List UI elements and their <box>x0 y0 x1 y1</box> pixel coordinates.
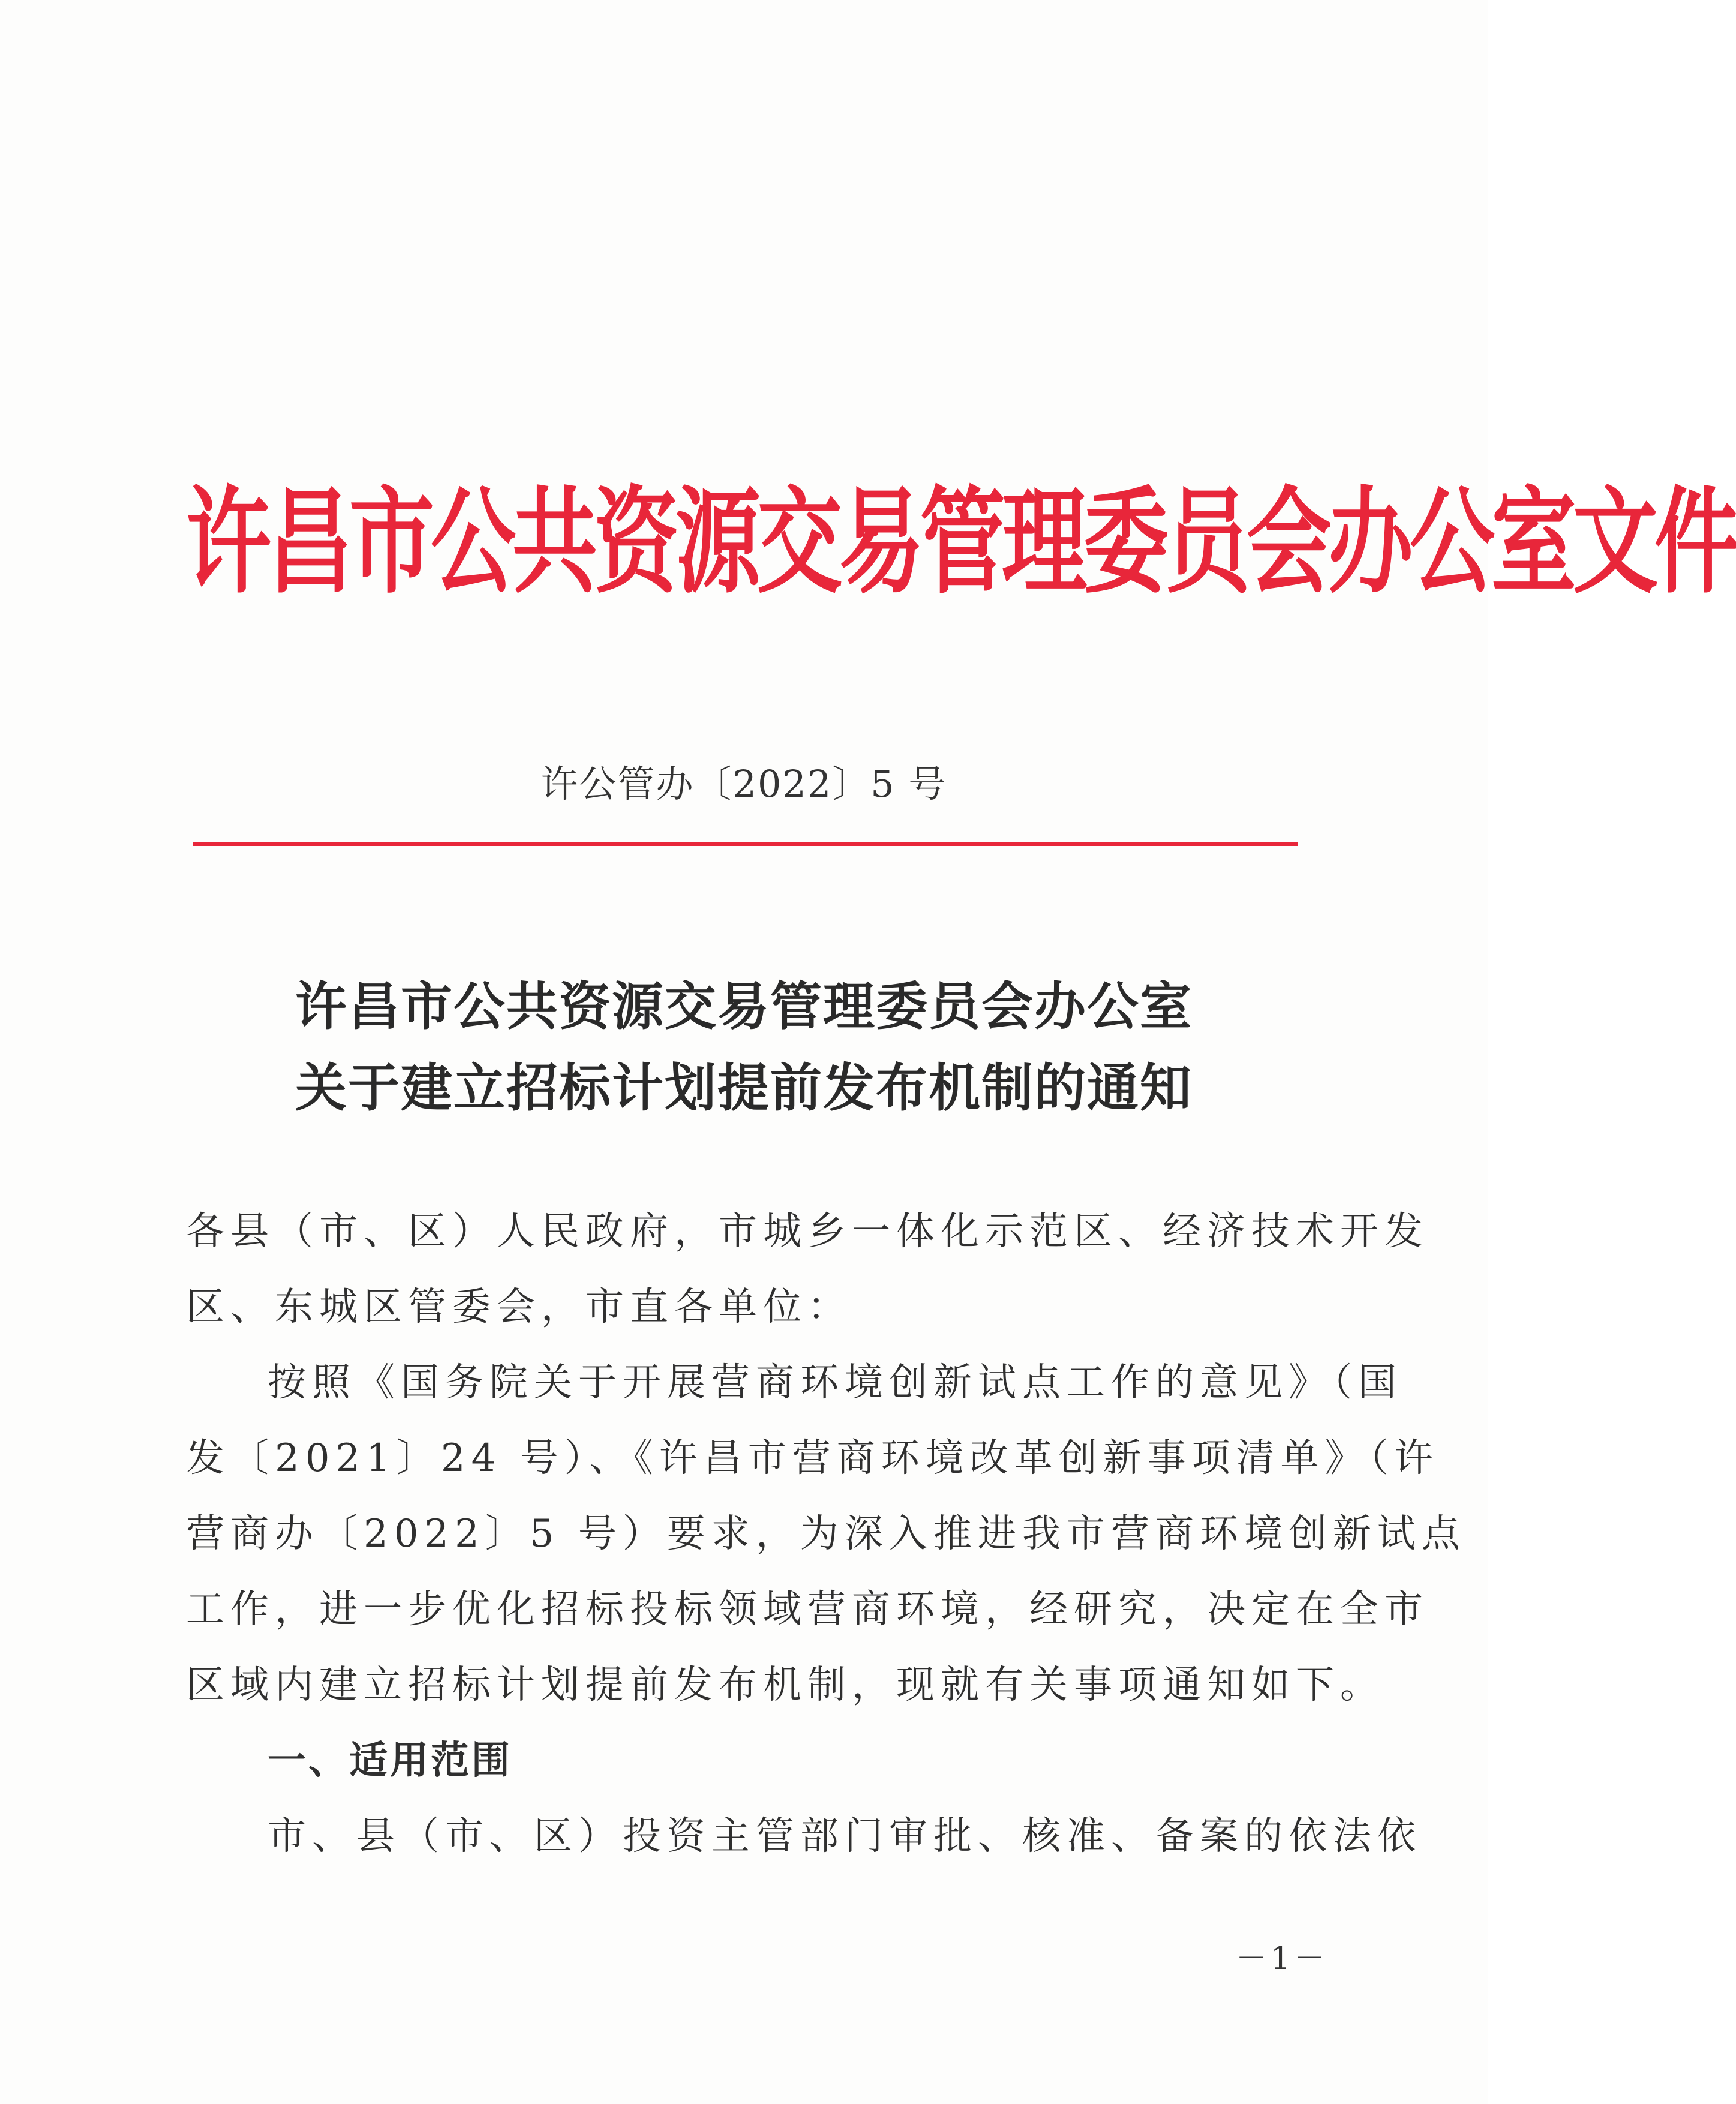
page-number: －1－ <box>1236 1941 1329 1977</box>
notice-title <box>0 966 1488 1129</box>
paragraph-line: 发〔2021〕24 号）、《许昌市营商环境改革创新事项清单》（许 <box>186 1436 1439 1481</box>
addressee-line: 各县（市、区）人民政府，市城乡一体化示范区、经济技术开发 <box>186 1209 1429 1254</box>
notice-title-line1: 许昌市公共资源交易管理委员会办公室 <box>295 976 1193 1037</box>
document-number: 许公管办〔2022〕5 号 <box>540 762 947 806</box>
masthead-title: 许昌市公共资源交易管理委员会办公室文件 <box>186 475 1736 610</box>
notice-body <box>186 1194 1466 1874</box>
section-heading: 一、适用范围 <box>268 1739 512 1783</box>
paragraph-line: 工作，进一步优化招标投标领域营商环境，经研究，决定在全市 <box>186 1587 1429 1632</box>
paragraph-line: 区域内建立招标计划提前发布机制，现就有关事项通知如下。 <box>186 1663 1384 1707</box>
paragraph-line: 营商办〔2022〕5 号）要求，为深入推进我市营商环境创新试点 <box>186 1512 1466 1556</box>
red-divider <box>193 842 1298 846</box>
notice-title-line2: 关于建立招标计划提前发布机制的通知 <box>295 1058 1193 1118</box>
paragraph-line: 按照《国务院关于开展营商环境创新试点工作的意见》（国 <box>268 1361 1402 1405</box>
paragraph-line: 市、县（市、区）投资主管部门审批、核准、备案的依法依 <box>268 1814 1422 1859</box>
addressee-line: 区、东城区管委会，市直各单位： <box>186 1285 852 1329</box>
